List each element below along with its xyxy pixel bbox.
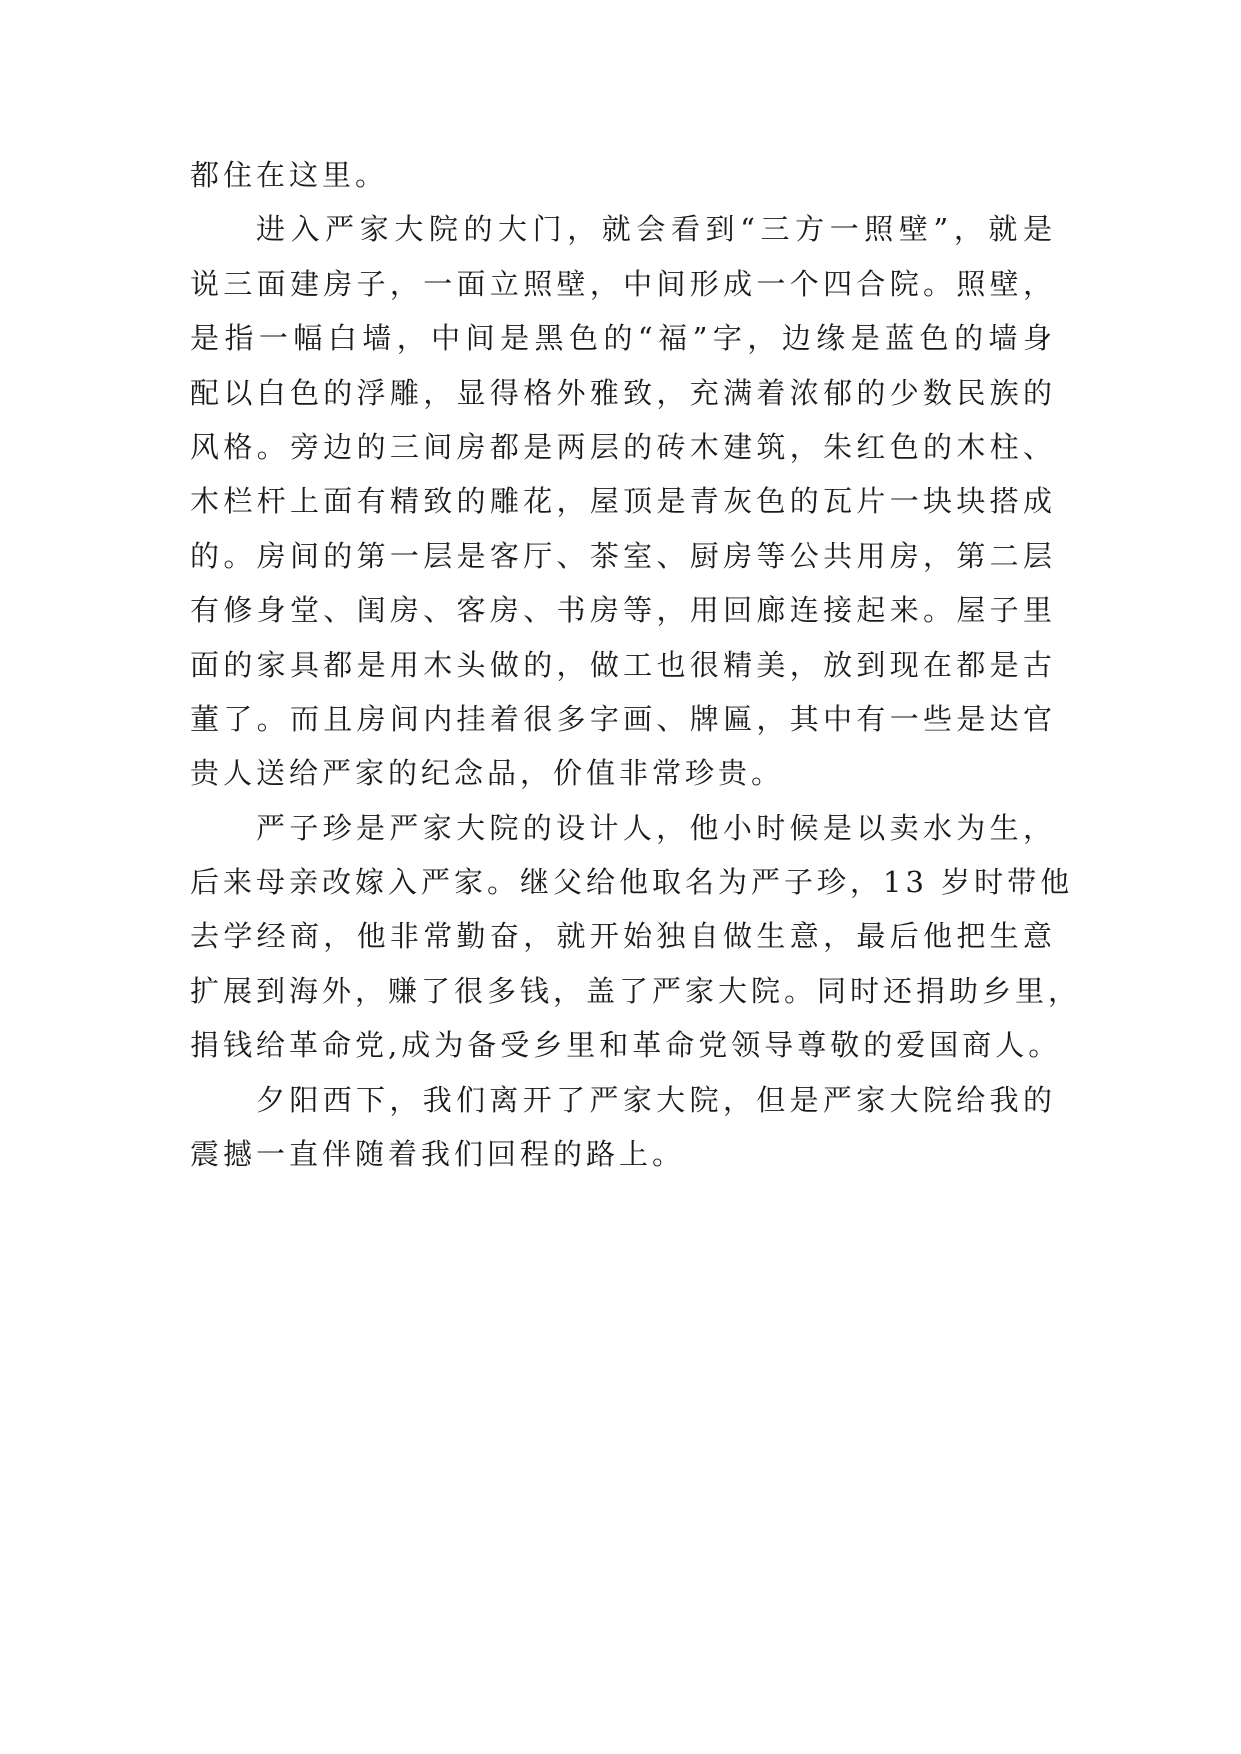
text-line: 配以白色的浮雕，显得格外雅致，充满着浓郁的少数民族的: [190, 375, 1056, 410]
text-line: 有修身堂、闺房、客房、书房等，用回廊连接起来。屋子里: [190, 593, 1056, 628]
text-line: 扩展到海外，赚了很多钱，盖了严家大院。同时还捐助乡里，: [190, 973, 1082, 1008]
text-line: 董了。而且房间内挂着很多字画、牌匾，其中有一些是达官: [190, 701, 1056, 736]
text-line: 去学经商，他非常勤奋，就开始独自做生意，最后他把生意: [190, 919, 1056, 954]
paragraph-start-line: 进入严家大院的大门，就会看到“三方一照壁”，就是: [256, 212, 1056, 247]
paragraph-start-line: 夕阳西下，我们离开了严家大院，但是严家大院给我的: [256, 1082, 1056, 1117]
text-line: 贵人送给严家的纪念品，价值非常珍贵。: [190, 756, 785, 791]
text-line: 是指一幅白墙，中间是黑色的“福”字，边缘是蓝色的墙身: [190, 321, 1056, 356]
body-text: [190, 148, 1082, 1181]
text-line: 风格。旁边的三间房都是两层的砖木建筑，朱红色的木柱、: [190, 429, 1056, 464]
text-line: 震撼一直伴随着我们回程的路上。: [190, 1137, 686, 1172]
text-line: 木栏杆上面有精致的雕花，屋顶是青灰色的瓦片一块块搭成: [190, 484, 1056, 519]
paragraph-start-line: 严子珍是严家大院的设计人，他小时候是以卖水为生，: [256, 810, 1056, 845]
text-line: 面的家具都是用木头做的，做工也很精美，放到现在都是古: [190, 647, 1056, 682]
text-line: 说三面建房子，一面立照壁，中间形成一个四合院。照壁，: [190, 266, 1056, 301]
text-line: 后来母亲改嫁入严家。继父给他取名为严子珍，13 岁时带他: [190, 865, 1074, 900]
text-line: 捐钱给革命党,成为备受乡里和革命党领导尊敬的爱国商人。: [190, 1028, 1062, 1063]
text-line: 的。房间的第一层是客厅、茶室、厨房等公共用房，第二层: [190, 538, 1056, 573]
text-line: 都住在这里。: [190, 158, 389, 192]
